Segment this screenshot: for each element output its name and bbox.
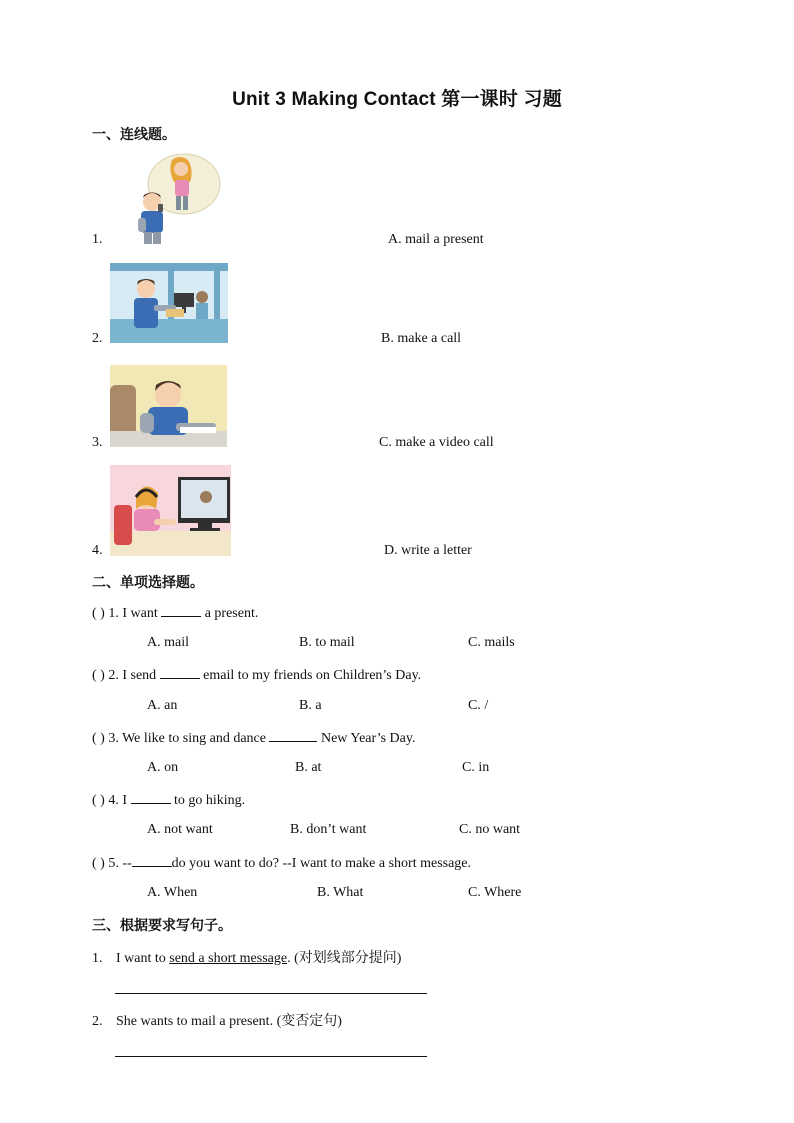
- match-item-4-number: 4.: [92, 543, 103, 558]
- answer-paren[interactable]: ( ): [92, 731, 105, 746]
- match-option-d: D. write a letter: [384, 543, 472, 558]
- phone-call-picture: [122, 152, 222, 244]
- answer-blank[interactable]: [160, 666, 200, 679]
- q4-option-b[interactable]: B. don’t want: [290, 822, 367, 837]
- item-number: 2.: [92, 1014, 103, 1029]
- question-2: [92, 666, 421, 684]
- answer-blank[interactable]: [269, 729, 317, 742]
- q2-option-b[interactable]: B. a: [299, 698, 322, 713]
- item-number: 1.: [92, 951, 103, 966]
- question-text-pre: 5. --: [108, 856, 132, 871]
- q3-option-b[interactable]: B. at: [295, 760, 322, 775]
- question-text-pre: 4. I: [108, 793, 127, 808]
- video-call-picture: [110, 465, 231, 556]
- section-3-heading: 三、根据要求写句子。: [92, 918, 232, 934]
- answer-line-1[interactable]: [115, 993, 427, 994]
- sentence-pre: I want to: [116, 951, 166, 966]
- section-1-heading: 一、连线题。: [92, 127, 176, 143]
- instruction: (变否定句): [273, 1014, 342, 1029]
- page-title: Unit 3 Making Contact 第一课时 习题: [232, 89, 562, 110]
- question-text-post: do you want to do? --I want to make a short message.: [171, 856, 472, 871]
- q5-option-b[interactable]: B. What: [317, 885, 364, 900]
- sentence-pre: She wants to mail a present.: [116, 1014, 274, 1029]
- question-5: [92, 854, 471, 872]
- q2-option-a[interactable]: A. an: [147, 698, 178, 713]
- q4-option-c[interactable]: C. no want: [459, 822, 521, 837]
- answer-paren[interactable]: ( ): [92, 668, 105, 683]
- question-text-post: to go hiking.: [174, 793, 246, 808]
- answer-line-2[interactable]: [115, 1056, 427, 1057]
- q1-option-a[interactable]: A. mail: [147, 635, 189, 650]
- q2-option-c[interactable]: C. /: [468, 698, 489, 713]
- q5-option-c[interactable]: C. Where: [468, 885, 522, 900]
- question-1: [92, 604, 258, 622]
- q3-option-a[interactable]: A. on: [147, 760, 179, 775]
- question-text-post: a present.: [204, 606, 259, 621]
- answer-paren[interactable]: ( ): [92, 793, 105, 808]
- q5-option-a[interactable]: A. When: [147, 885, 198, 900]
- underlined-phrase: send a short message: [169, 951, 288, 966]
- match-item-1-number: 1.: [92, 232, 103, 247]
- question-text-pre: 3. We like to sing and dance: [108, 731, 266, 746]
- section-2-heading: 二、单项选择题。: [92, 575, 204, 591]
- q1-option-b[interactable]: B. to mail: [299, 635, 355, 650]
- q4-option-a[interactable]: A. not want: [147, 822, 213, 837]
- match-item-3-number: 3.: [92, 435, 103, 450]
- instruction: . (对划线部分提问): [287, 951, 402, 966]
- q3-option-c[interactable]: C. in: [462, 760, 490, 775]
- question-4: [92, 791, 245, 809]
- answer-blank[interactable]: [161, 604, 201, 617]
- rewrite-item-2: [92, 1010, 342, 1030]
- question-text-post: email to my friends on Children’s Day.: [203, 668, 422, 683]
- question-3: [92, 729, 415, 747]
- post-office-picture: [110, 263, 228, 343]
- rewrite-item-1: [92, 947, 401, 967]
- answer-paren[interactable]: ( ): [92, 606, 105, 621]
- match-option-c: C. make a video call: [379, 435, 494, 450]
- match-option-a: A. mail a present: [388, 232, 484, 247]
- answer-paren[interactable]: ( ): [92, 856, 105, 871]
- question-text-pre: 2. I send: [108, 668, 157, 683]
- writing-letter-picture: [110, 365, 227, 447]
- answer-blank[interactable]: [132, 854, 172, 867]
- match-item-2-number: 2.: [92, 331, 103, 346]
- question-text-post: New Year’s Day.: [320, 731, 416, 746]
- match-option-b: B. make a call: [381, 331, 462, 346]
- q1-option-c[interactable]: C. mails: [468, 635, 515, 650]
- question-text-pre: 1. I want: [108, 606, 158, 621]
- answer-blank[interactable]: [131, 791, 171, 804]
